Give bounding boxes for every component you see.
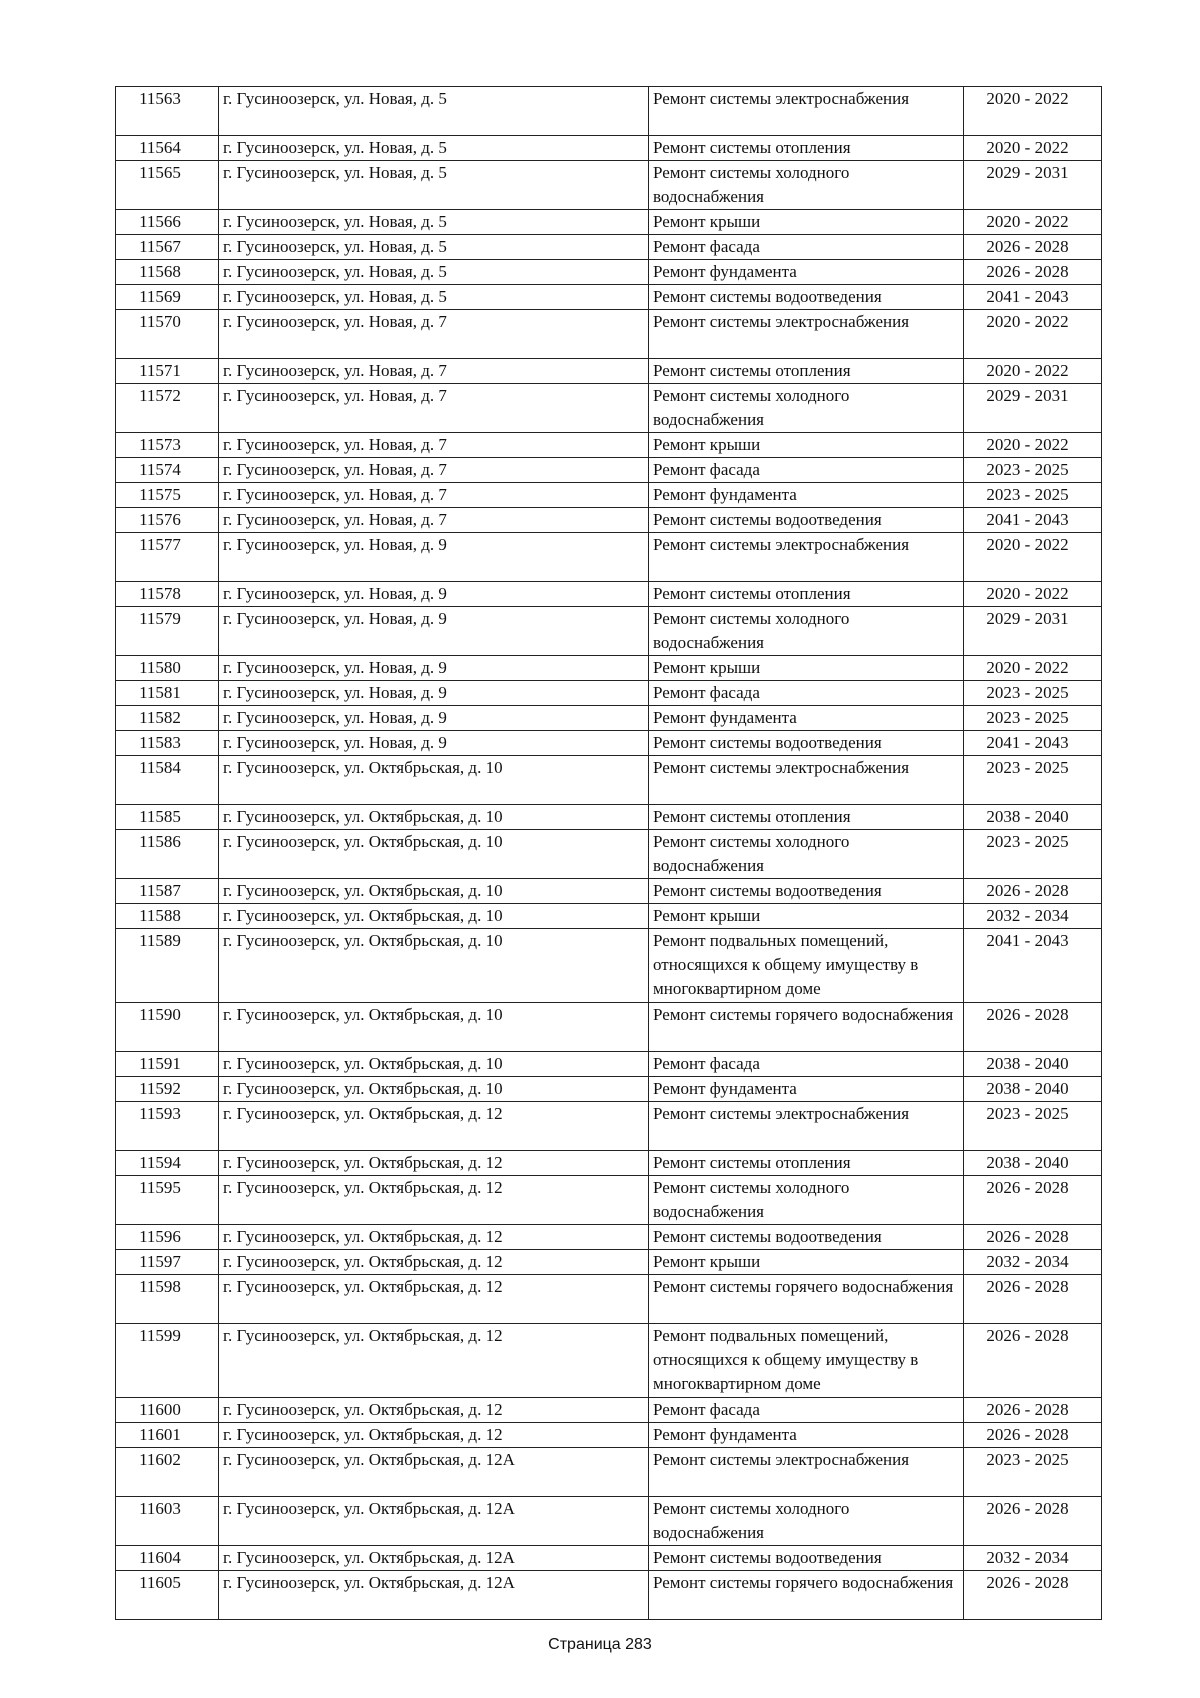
row-work-type: Ремонт системы водоотведения (649, 508, 964, 533)
row-address: г. Гусиноозерск, ул. Октябрьская, д. 12 (219, 1102, 649, 1151)
table-row (116, 607, 1102, 656)
row-years: 2029 - 2031 (964, 607, 1102, 656)
row-number: 11598 (116, 1275, 219, 1324)
row-years: 2029 - 2031 (964, 384, 1102, 433)
row-address: г. Гусиноозерск, ул. Новая, д. 9 (219, 607, 649, 656)
row-number: 11605 (116, 1571, 219, 1620)
row-address: г. Гусиноозерск, ул. Новая, д. 9 (219, 731, 649, 756)
row-work-type: Ремонт системы электроснабжения (649, 310, 964, 359)
row-years: 2041 - 2043 (964, 929, 1102, 1003)
row-number: 11565 (116, 161, 219, 210)
table-row (116, 310, 1102, 359)
row-address: г. Гусиноозерск, ул. Новая, д. 7 (219, 483, 649, 508)
table-row (116, 756, 1102, 805)
row-years: 2041 - 2043 (964, 508, 1102, 533)
row-work-type: Ремонт крыши (649, 1250, 964, 1275)
row-number: 11570 (116, 310, 219, 359)
row-address: г. Гусиноозерск, ул. Новая, д. 7 (219, 433, 649, 458)
table-row (116, 830, 1102, 879)
table-row (116, 1225, 1102, 1250)
row-address: г. Гусиноозерск, ул. Новая, д. 5 (219, 136, 649, 161)
row-years: 2026 - 2028 (964, 1003, 1102, 1052)
row-work-type: Ремонт фундамента (649, 706, 964, 731)
row-address: г. Гусиноозерск, ул. Новая, д. 9 (219, 656, 649, 681)
table-row (116, 285, 1102, 310)
row-work-type: Ремонт крыши (649, 210, 964, 235)
row-number: 11603 (116, 1497, 219, 1546)
row-number: 11593 (116, 1102, 219, 1151)
row-number: 11584 (116, 756, 219, 805)
row-number: 11581 (116, 681, 219, 706)
row-address: г. Гусиноозерск, ул. Новая, д. 9 (219, 681, 649, 706)
row-address: г. Гусиноозерск, ул. Октябрьская, д. 10 (219, 1077, 649, 1102)
table-row (116, 656, 1102, 681)
row-number: 11602 (116, 1448, 219, 1497)
table-row (116, 210, 1102, 235)
row-address: г. Гусиноозерск, ул. Октябрьская, д. 12 (219, 1151, 649, 1176)
row-years: 2032 - 2034 (964, 1546, 1102, 1571)
row-years: 2026 - 2028 (964, 235, 1102, 260)
row-number: 11564 (116, 136, 219, 161)
row-address: г. Гусиноозерск, ул. Новая, д. 7 (219, 310, 649, 359)
row-work-type: Ремонт системы горячего водоснабжения (649, 1275, 964, 1324)
table-row (116, 533, 1102, 582)
row-years: 2038 - 2040 (964, 805, 1102, 830)
page-number: Страница 283 (548, 1636, 652, 1653)
row-years: 2026 - 2028 (964, 1497, 1102, 1546)
row-years: 2038 - 2040 (964, 1077, 1102, 1102)
row-address: г. Гусиноозерск, ул. Октябрьская, д. 12А (219, 1448, 649, 1497)
row-number: 11595 (116, 1176, 219, 1225)
row-years: 2041 - 2043 (964, 731, 1102, 756)
row-years: 2026 - 2028 (964, 1324, 1102, 1398)
row-number: 11588 (116, 904, 219, 929)
table-row (116, 1077, 1102, 1102)
row-number: 11589 (116, 929, 219, 1003)
table-row (116, 235, 1102, 260)
row-work-type: Ремонт системы холодного водоснабжения (649, 607, 964, 656)
table-body (116, 87, 1102, 1620)
row-number: 11569 (116, 285, 219, 310)
table-row (116, 260, 1102, 285)
row-work-type: Ремонт системы холодного водоснабжения (649, 830, 964, 879)
row-number: 11578 (116, 582, 219, 607)
row-address: г. Гусиноозерск, ул. Октябрьская, д. 10 (219, 1052, 649, 1077)
row-work-type: Ремонт системы отопления (649, 805, 964, 830)
row-work-type: Ремонт системы отопления (649, 359, 964, 384)
row-number: 11585 (116, 805, 219, 830)
row-address: г. Гусиноозерск, ул. Октябрьская, д. 12А (219, 1497, 649, 1546)
row-work-type: Ремонт системы электроснабжения (649, 533, 964, 582)
row-work-type: Ремонт фасада (649, 681, 964, 706)
row-work-type: Ремонт фасада (649, 235, 964, 260)
row-number: 11577 (116, 533, 219, 582)
row-work-type: Ремонт фундамента (649, 483, 964, 508)
row-years: 2023 - 2025 (964, 458, 1102, 483)
row-address: г. Гусиноозерск, ул. Новая, д. 7 (219, 384, 649, 433)
row-years: 2026 - 2028 (964, 1176, 1102, 1225)
row-address: г. Гусиноозерск, ул. Новая, д. 9 (219, 706, 649, 731)
row-address: г. Гусиноозерск, ул. Новая, д. 5 (219, 210, 649, 235)
table-row (116, 1546, 1102, 1571)
row-number: 11594 (116, 1151, 219, 1176)
row-work-type: Ремонт системы электроснабжения (649, 1448, 964, 1497)
row-years: 2041 - 2043 (964, 285, 1102, 310)
table-row (116, 1052, 1102, 1077)
row-years: 2020 - 2022 (964, 656, 1102, 681)
row-number: 11582 (116, 706, 219, 731)
row-years: 2020 - 2022 (964, 433, 1102, 458)
row-address: г. Гусиноозерск, ул. Октябрьская, д. 12 (219, 1225, 649, 1250)
row-work-type: Ремонт фундамента (649, 1423, 964, 1448)
row-number: 11591 (116, 1052, 219, 1077)
row-years: 2023 - 2025 (964, 1448, 1102, 1497)
row-number: 11604 (116, 1546, 219, 1571)
row-number: 11575 (116, 483, 219, 508)
row-years: 2026 - 2028 (964, 879, 1102, 904)
row-address: г. Гусиноозерск, ул. Октябрьская, д. 12 (219, 1423, 649, 1448)
row-work-type: Ремонт системы холодного водоснабжения (649, 384, 964, 433)
row-address: г. Гусиноозерск, ул. Октябрьская, д. 12А (219, 1571, 649, 1620)
row-years: 2023 - 2025 (964, 1102, 1102, 1151)
row-years: 2023 - 2025 (964, 706, 1102, 731)
table-row (116, 1324, 1102, 1398)
row-number: 11567 (116, 235, 219, 260)
row-work-type: Ремонт системы отопления (649, 1151, 964, 1176)
table-row (116, 161, 1102, 210)
table-row (116, 508, 1102, 533)
row-work-type: Ремонт системы электроснабжения (649, 756, 964, 805)
row-address: г. Гусиноозерск, ул. Новая, д. 5 (219, 285, 649, 310)
row-years: 2023 - 2025 (964, 681, 1102, 706)
row-years: 2020 - 2022 (964, 136, 1102, 161)
row-years: 2023 - 2025 (964, 483, 1102, 508)
row-address: г. Гусиноозерск, ул. Октябрьская, д. 10 (219, 904, 649, 929)
row-years: 2026 - 2028 (964, 1225, 1102, 1250)
row-work-type: Ремонт системы холодного водоснабжения (649, 1497, 964, 1546)
table-row (116, 879, 1102, 904)
row-address: г. Гусиноозерск, ул. Новая, д. 5 (219, 235, 649, 260)
row-work-type: Ремонт крыши (649, 904, 964, 929)
row-number: 11601 (116, 1423, 219, 1448)
row-work-type: Ремонт системы отопления (649, 136, 964, 161)
row-years: 2023 - 2025 (964, 756, 1102, 805)
row-work-type: Ремонт фундамента (649, 260, 964, 285)
table-row (116, 1398, 1102, 1423)
row-work-type: Ремонт подвальных помещений, относящихся к общему имуществу в многоквартирном доме (649, 929, 964, 1003)
row-number: 11590 (116, 1003, 219, 1052)
table-row (116, 904, 1102, 929)
row-address: г. Гусиноозерск, ул. Октябрьская, д. 12 (219, 1176, 649, 1225)
table-row (116, 681, 1102, 706)
row-number: 11573 (116, 433, 219, 458)
row-number: 11600 (116, 1398, 219, 1423)
table-row (116, 1151, 1102, 1176)
row-address: г. Гусиноозерск, ул. Новая, д. 9 (219, 533, 649, 582)
row-address: г. Гусиноозерск, ул. Новая, д. 9 (219, 582, 649, 607)
row-work-type: Ремонт системы холодного водоснабжения (649, 161, 964, 210)
row-years: 2020 - 2022 (964, 582, 1102, 607)
table-row (116, 731, 1102, 756)
row-work-type: Ремонт фундамента (649, 1077, 964, 1102)
row-years: 2020 - 2022 (964, 87, 1102, 136)
row-years: 2032 - 2034 (964, 904, 1102, 929)
table-row (116, 805, 1102, 830)
row-work-type: Ремонт фасада (649, 1052, 964, 1077)
row-address: г. Гусиноозерск, ул. Новая, д. 7 (219, 359, 649, 384)
row-work-type: Ремонт системы водоотведения (649, 1546, 964, 1571)
row-work-type: Ремонт фасада (649, 458, 964, 483)
row-number: 11571 (116, 359, 219, 384)
table-row (116, 433, 1102, 458)
row-address: г. Гусиноозерск, ул. Октябрьская, д. 10 (219, 879, 649, 904)
table-row (116, 1176, 1102, 1225)
row-address: г. Гусиноозерск, ул. Октябрьская, д. 10 (219, 805, 649, 830)
table-row (116, 929, 1102, 1003)
row-address: г. Гусиноозерск, ул. Новая, д. 5 (219, 87, 649, 136)
row-years: 2026 - 2028 (964, 1423, 1102, 1448)
row-years: 2020 - 2022 (964, 310, 1102, 359)
row-years: 2032 - 2034 (964, 1250, 1102, 1275)
table-row (116, 1003, 1102, 1052)
row-address: г. Гусиноозерск, ул. Новая, д. 5 (219, 161, 649, 210)
row-years: 2026 - 2028 (964, 1275, 1102, 1324)
row-number: 11563 (116, 87, 219, 136)
table-row (116, 87, 1102, 136)
row-address: г. Гусиноозерск, ул. Новая, д. 7 (219, 458, 649, 483)
row-work-type: Ремонт системы водоотведения (649, 879, 964, 904)
row-address: г. Гусиноозерск, ул. Новая, д. 7 (219, 508, 649, 533)
row-address: г. Гусиноозерск, ул. Октябрьская, д. 10 (219, 830, 649, 879)
table-row (116, 1448, 1102, 1497)
row-work-type: Ремонт фасада (649, 1398, 964, 1423)
row-address: г. Гусиноозерск, ул. Октябрьская, д. 12 (219, 1275, 649, 1324)
row-number: 11574 (116, 458, 219, 483)
row-work-type: Ремонт подвальных помещений, относящихся к общему имуществу в многоквартирном доме (649, 1324, 964, 1398)
row-work-type: Ремонт системы водоотведения (649, 1225, 964, 1250)
table-row (116, 582, 1102, 607)
table-row (116, 1275, 1102, 1324)
table-row (116, 1571, 1102, 1620)
row-work-type: Ремонт системы горячего водоснабжения (649, 1571, 964, 1620)
row-number: 11586 (116, 830, 219, 879)
table-row (116, 483, 1102, 508)
row-address: г. Гусиноозерск, ул. Октябрьская, д. 12 (219, 1324, 649, 1398)
row-number: 11580 (116, 656, 219, 681)
row-number: 11576 (116, 508, 219, 533)
row-work-type: Ремонт системы электроснабжения (649, 1102, 964, 1151)
row-number: 11599 (116, 1324, 219, 1398)
row-years: 2026 - 2028 (964, 1571, 1102, 1620)
row-work-type: Ремонт системы холодного водоснабжения (649, 1176, 964, 1225)
row-number: 11583 (116, 731, 219, 756)
table-row (116, 1497, 1102, 1546)
table-row (116, 384, 1102, 433)
row-address: г. Гусиноозерск, ул. Октябрьская, д. 10 (219, 1003, 649, 1052)
table-row (116, 1102, 1102, 1151)
capital-repair-table (115, 86, 1102, 1620)
row-number: 11568 (116, 260, 219, 285)
row-work-type: Ремонт системы водоотведения (649, 731, 964, 756)
row-address: г. Гусиноозерск, ул. Октябрьская, д. 12 (219, 1398, 649, 1423)
row-years: 2020 - 2022 (964, 359, 1102, 384)
row-number: 11587 (116, 879, 219, 904)
row-years: 2038 - 2040 (964, 1151, 1102, 1176)
row-years: 2029 - 2031 (964, 161, 1102, 210)
row-number: 11579 (116, 607, 219, 656)
row-number: 11596 (116, 1225, 219, 1250)
table-row (116, 706, 1102, 731)
table-row (116, 359, 1102, 384)
row-years: 2026 - 2028 (964, 1398, 1102, 1423)
row-number: 11592 (116, 1077, 219, 1102)
row-years: 2038 - 2040 (964, 1052, 1102, 1077)
row-address: г. Гусиноозерск, ул. Октябрьская, д. 10 (219, 756, 649, 805)
row-number: 11572 (116, 384, 219, 433)
row-work-type: Ремонт системы водоотведения (649, 285, 964, 310)
row-number: 11566 (116, 210, 219, 235)
row-address: г. Гусиноозерск, ул. Новая, д. 5 (219, 260, 649, 285)
table-row (116, 458, 1102, 483)
table-row (116, 136, 1102, 161)
row-years: 2020 - 2022 (964, 533, 1102, 582)
row-address: г. Гусиноозерск, ул. Октябрьская, д. 12 (219, 1250, 649, 1275)
row-years: 2023 - 2025 (964, 830, 1102, 879)
row-years: 2020 - 2022 (964, 210, 1102, 235)
row-work-type: Ремонт системы электроснабжения (649, 87, 964, 136)
table-row (116, 1423, 1102, 1448)
row-work-type: Ремонт системы отопления (649, 582, 964, 607)
row-address: г. Гусиноозерск, ул. Октябрьская, д. 10 (219, 929, 649, 1003)
row-address: г. Гусиноозерск, ул. Октябрьская, д. 12А (219, 1546, 649, 1571)
row-work-type: Ремонт крыши (649, 433, 964, 458)
row-number: 11597 (116, 1250, 219, 1275)
row-years: 2026 - 2028 (964, 260, 1102, 285)
row-work-type: Ремонт системы горячего водоснабжения (649, 1003, 964, 1052)
table-row (116, 1250, 1102, 1275)
row-work-type: Ремонт крыши (649, 656, 964, 681)
